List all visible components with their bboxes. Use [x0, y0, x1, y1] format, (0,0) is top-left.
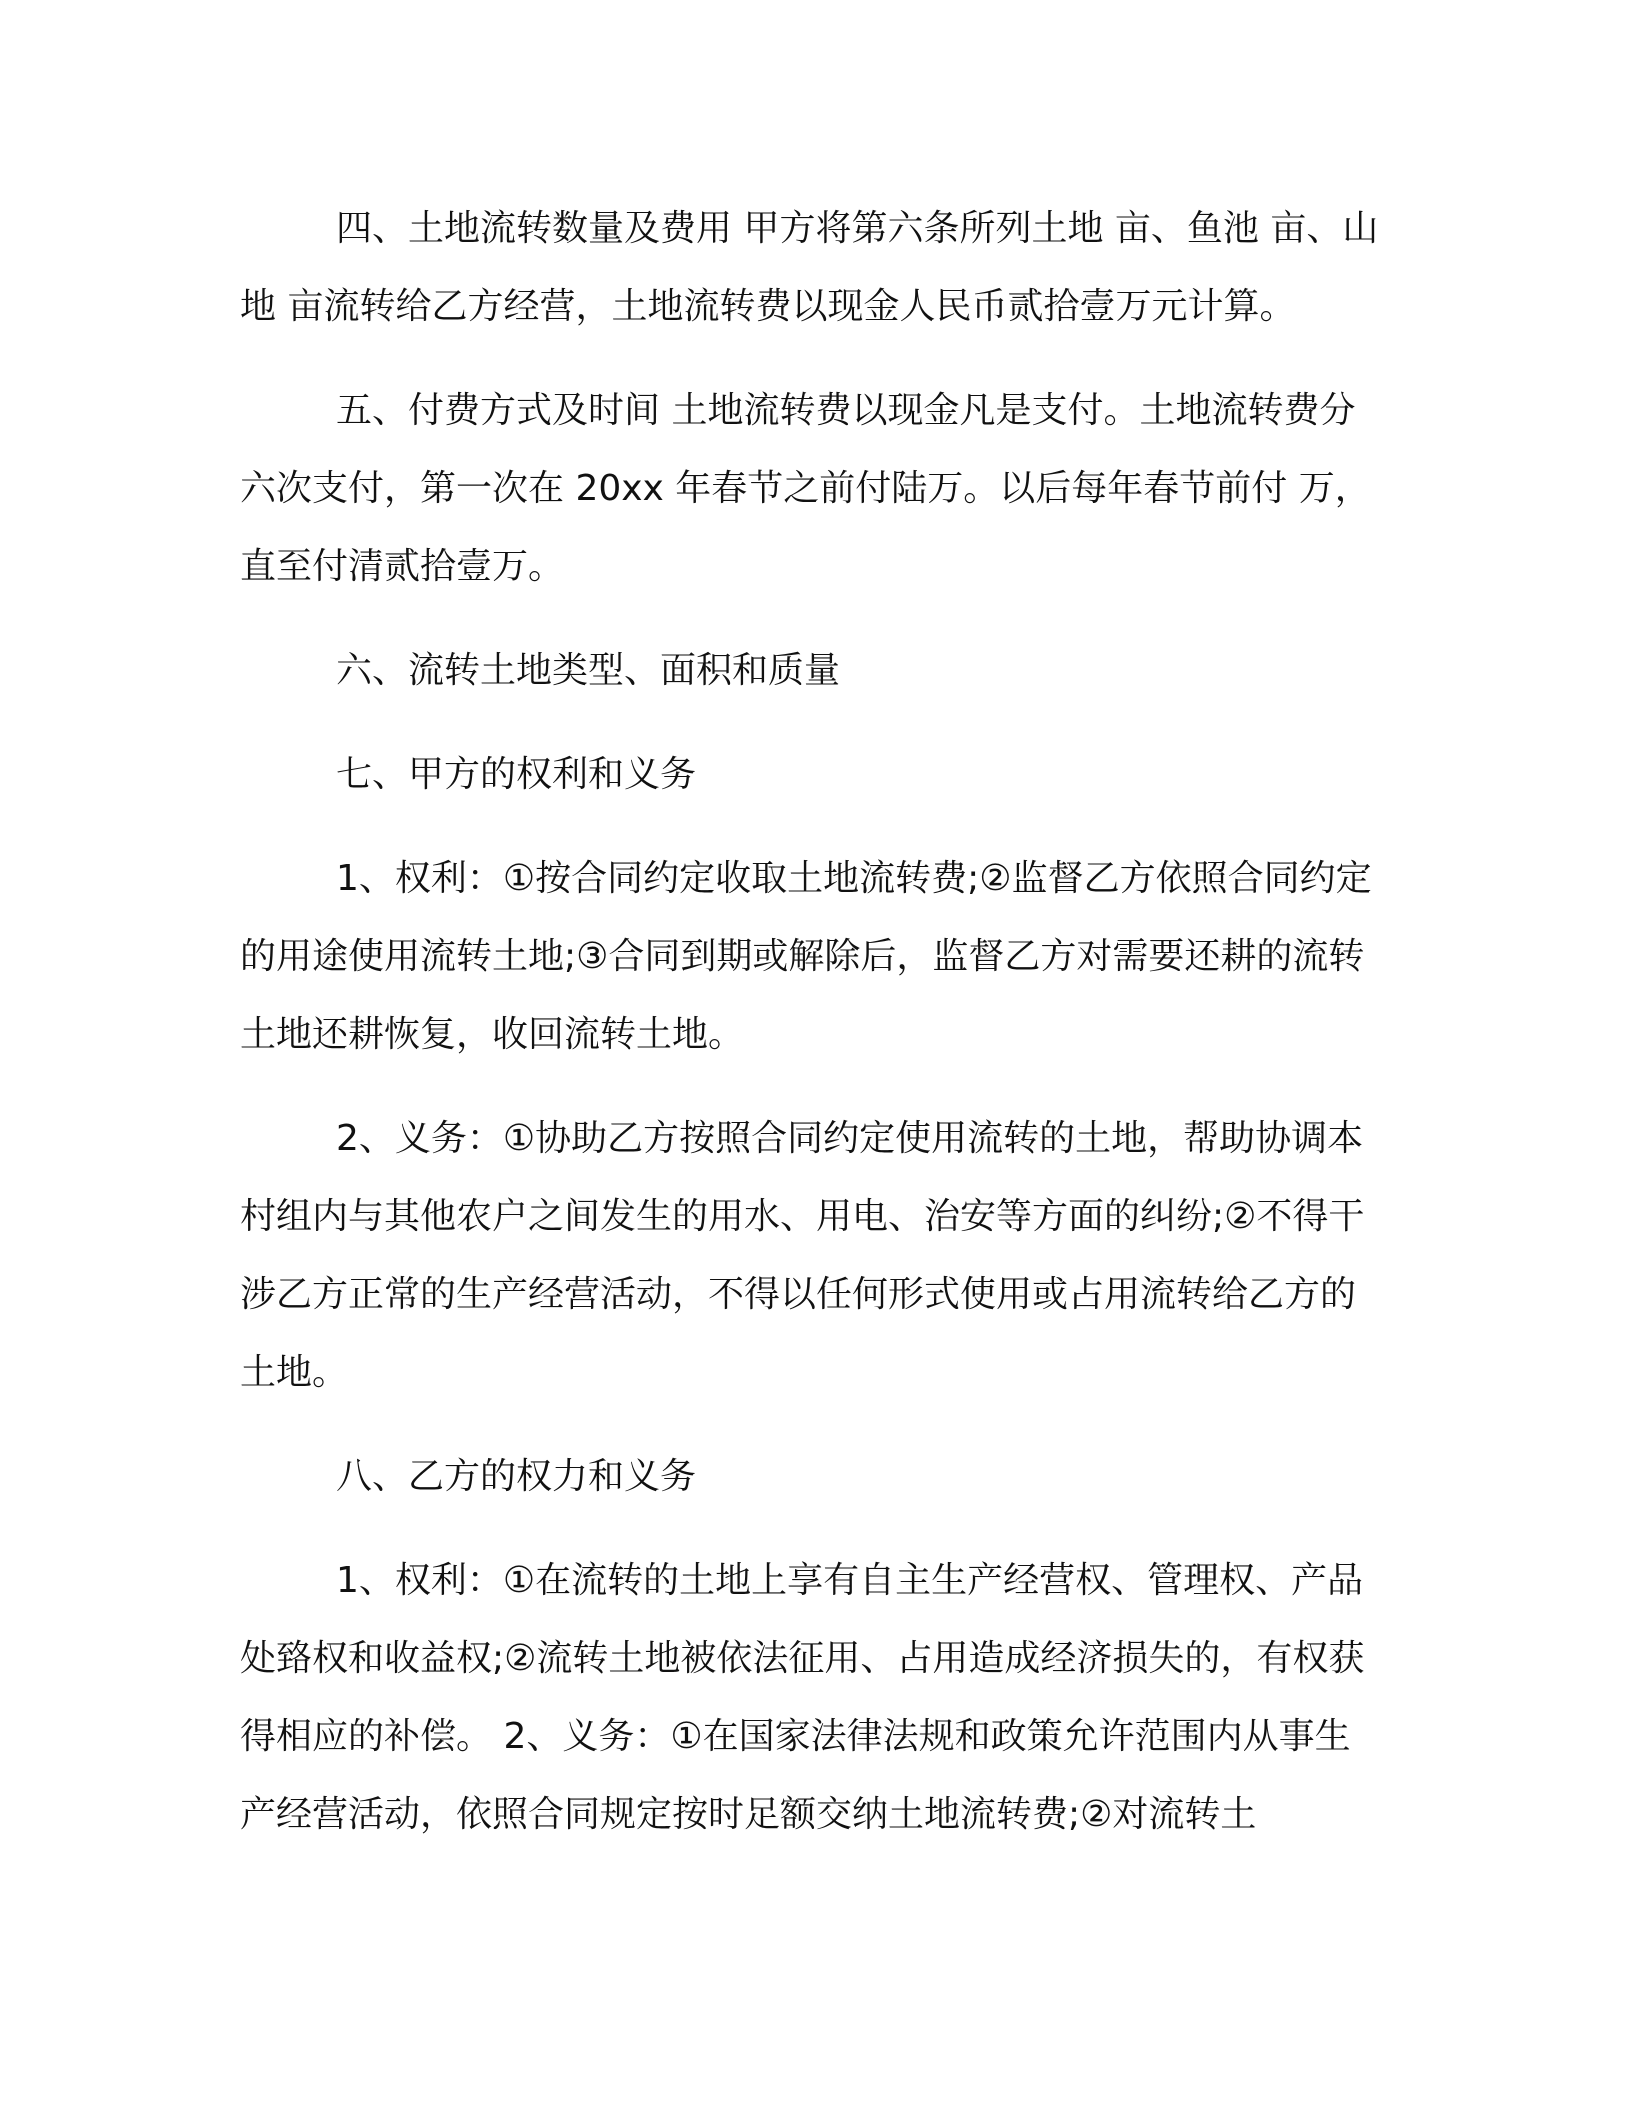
heading-party-a-rights: 七、甲方的权利和义务 [336, 754, 697, 795]
paragraph-party-a-duties: 2、义务：①协助乙方按照合同约定使用流转的土地，帮助协调本村组内与其他农户之间发生的用水、用电、治安等方面的纠纷;②不得干涉乙方正常的生产经营活动，不得以任何形式使用或占用流转给乙方的土地。 [240, 1118, 1365, 1393]
heading-land-type: 六、流转土地类型、面积和质量 [336, 650, 841, 691]
paragraph-party-a-rights: 1、权利：①按合同约定收取土地流转费;②监督乙方依照合同约定的用途使用流转土地;③合同到期或解除后，监督乙方对需要还耕的流转土地还耕恢复，收回流转土地。 [240, 858, 1372, 1055]
paragraph-party-b-rights-duties: 1、权利：①在流转的土地上享有自主生产经营权、管理权、产品处臵权和收益权;②流转土地被依法征用、占用造成经济损失的，有权获得相应的补偿。 2、义务：①在国家法律法规和政策允许范围内从事生产经营活动，依照合同规定按时足额交纳土地流转费;②对流转土 [240, 1560, 1365, 1835]
heading-party-b-rights: 八、乙方的权力和义务 [336, 1456, 697, 1497]
paragraph-land-transfer-quantity: 四、土地流转数量及费用 甲方将第六条所列土地 亩、鱼池 亩、山地 亩流转给乙方经营，土地流转费以现金人民币贰拾壹万元计算。 [240, 208, 1379, 327]
document-page [240, 190, 1382, 1854]
paragraph-payment-method: 五、付费方式及时间 土地流转费以现金凡是支付。土地流转费分六次支付，第一次在 20xx 年春节之前付陆万。以后每年春节前付 万，直至付清贰拾壹万。 [240, 390, 1371, 587]
